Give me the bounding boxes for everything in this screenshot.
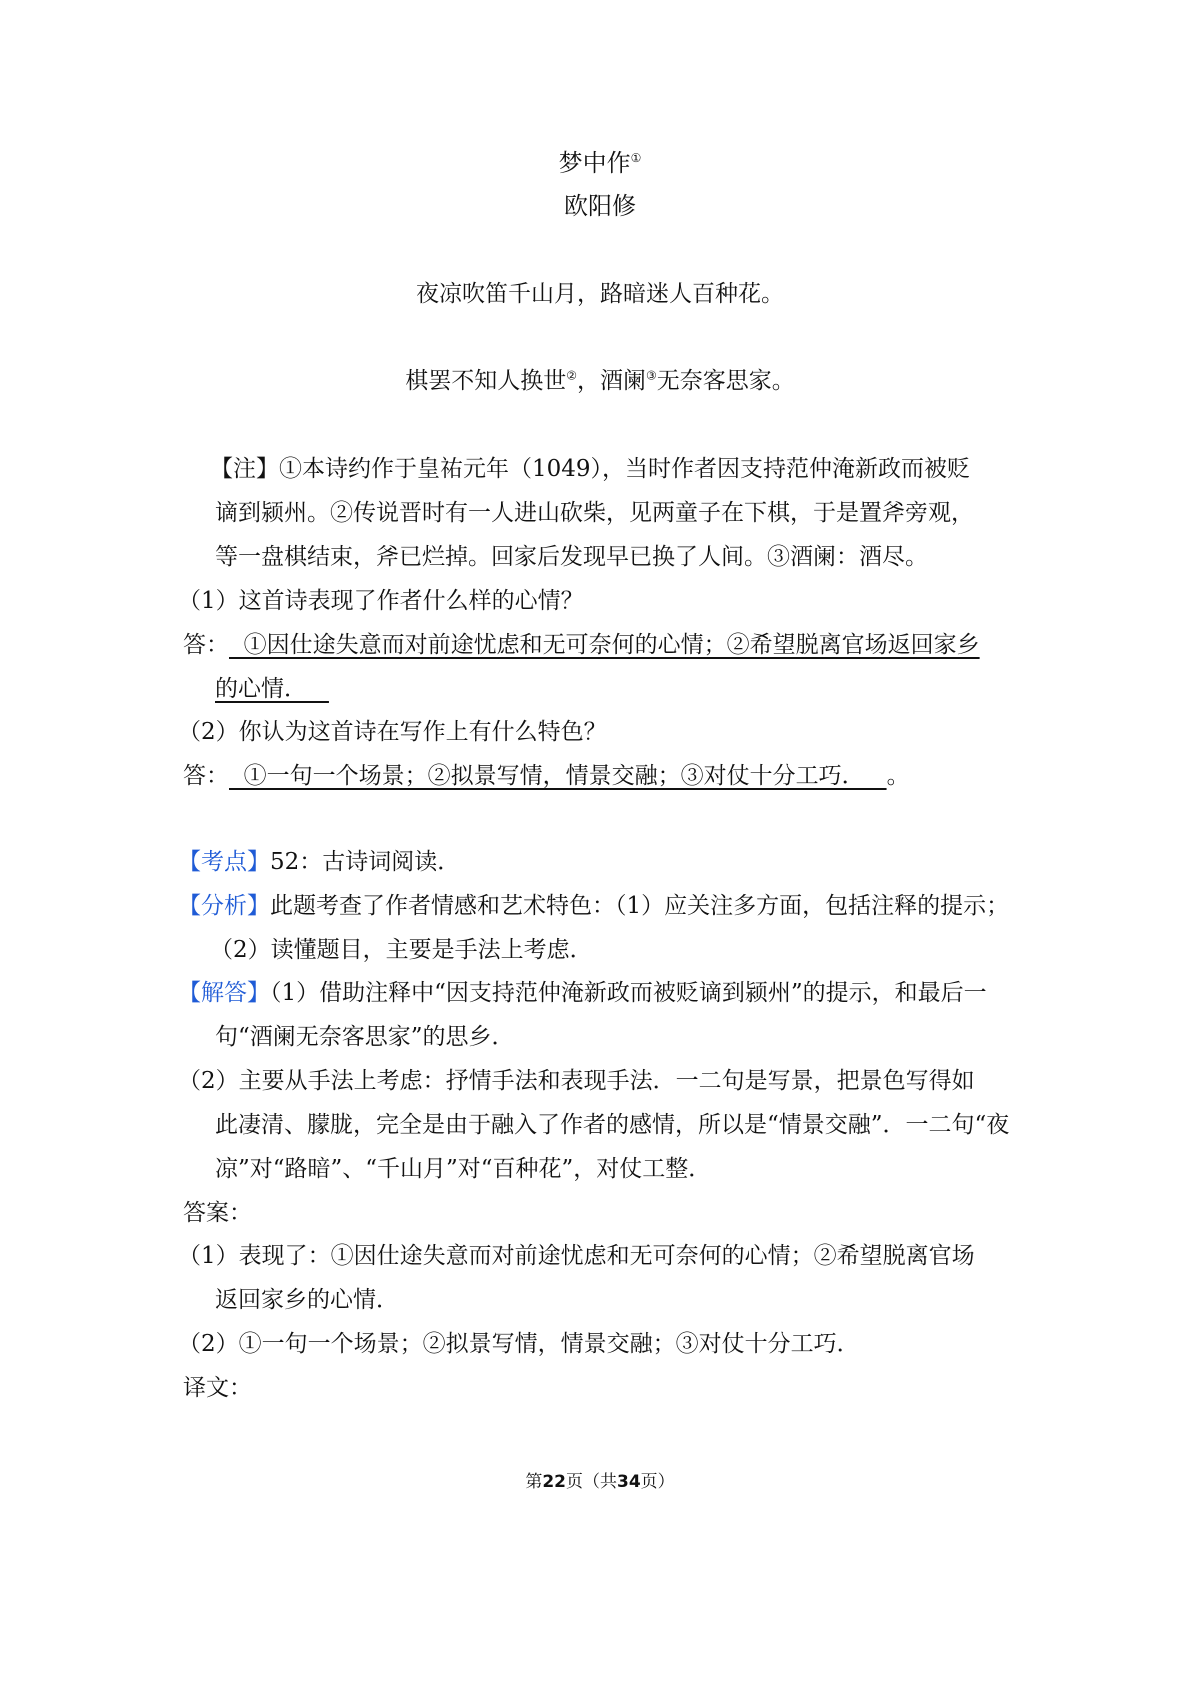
footnote-marker: ③ <box>646 368 657 383</box>
answer-1-line-1: ①因仕途失意而对前途忧虑和无可奈何的心情；②希望脱离官场返回家乡 <box>229 632 980 658</box>
poem-title <box>0 143 1200 178</box>
answer-2-end: 。 <box>886 763 910 789</box>
answer-1-cont <box>215 670 329 703</box>
final-answer-2: （2）①一句一个场景；②拟景写情，情景交融；③对仗十分工巧． <box>178 1331 860 1357</box>
answer-1-line-2: 的心情． <box>215 676 329 702</box>
answer-2 <box>183 757 910 790</box>
page-total: 34 <box>617 1472 641 1492</box>
poem-line-2 <box>0 362 1200 395</box>
answer-2-text: ①一句一个场景；②拟景写情，情景交融；③对仗十分工巧． <box>229 763 887 789</box>
footer-text: 第 <box>525 1472 543 1492</box>
fenxi-line-1: 此题考查了作者情感和艺术特色：（1）应关注多方面，包括注释的提示； <box>270 893 1010 919</box>
poem-line-2-part-c: 无奈客思家。 <box>656 368 795 394</box>
footnote-marker: ② <box>566 368 577 383</box>
question-1: （1）这首诗表现了作者什么样的心情？ <box>178 588 584 614</box>
jieda-line-2: 句“酒阑无奈客思家”的思乡． <box>215 1024 515 1050</box>
page-number: 22 <box>542 1472 566 1492</box>
note-line: 谪到颍州。②传说晋时有一人进山砍柴，见两童子在下棋，于是置斧旁观， <box>215 500 974 526</box>
poem-line-2-part-b: ，酒阑 <box>577 368 646 394</box>
note-line: 等一盘棋结束，斧已烂掉。回家后发现早已换了人间。③酒阑：酒尽。 <box>215 544 928 570</box>
final-answer-1-line-1: （1）表现了：①因仕途失意而对前途忧虑和无可奈何的心情；②希望脱离官场 <box>178 1243 975 1269</box>
note-line: 【注】①本诗约作于皇祐元年（1049），当时作者因支持范仲淹新政而被贬 <box>210 456 971 482</box>
translation-heading: 译文： <box>183 1375 252 1401</box>
poem-line-2-part-a: 棋罢不知人换世 <box>405 368 567 394</box>
answer-label: 答： <box>183 632 229 658</box>
page-footer <box>0 1467 1200 1492</box>
footnote-marker: ① <box>630 151 642 165</box>
jieda-label: 【解答】 <box>178 980 270 1006</box>
poem-author: 欧阳修 <box>564 192 636 220</box>
fenxi-line-2: （2）读懂题目，主要是手法上考虑． <box>210 937 593 963</box>
answer-label: 答： <box>183 763 229 789</box>
jieda-line-3: （2）主要从手法上考虑：抒情手法和表现手法．一二句是写景，把景色写得如 <box>178 1068 975 1094</box>
jieda-line-4: 此凄清、朦胧，完全是由于融入了作者的感情，所以是“情景交融”．一二句“夜 <box>215 1112 1010 1138</box>
footer-text: 页（共 <box>566 1472 617 1492</box>
answer-heading: 答案： <box>183 1200 252 1226</box>
fenxi-label: 【分析】 <box>178 893 270 919</box>
poem-line-1: 夜凉吹笛千山月，路暗迷人百种花。 <box>416 281 784 307</box>
final-answer-1-line-2: 返回家乡的心情． <box>215 1287 399 1313</box>
poem-title-text: 梦中作 <box>558 149 631 177</box>
jieda <box>178 974 987 1007</box>
kaodian-text: 52：古诗词阅读． <box>270 849 461 875</box>
answer-1 <box>183 626 980 659</box>
jieda-line-5: 凉”对“路暗”、“千山月”对“百种花”，对仗工整． <box>215 1156 712 1182</box>
kaodian <box>178 843 460 876</box>
fenxi <box>178 887 1009 920</box>
footer-text: 页） <box>640 1472 675 1492</box>
kaodian-label: 【考点】 <box>178 849 270 875</box>
question-2: （2）你认为这首诗在写作上有什么特色？ <box>178 719 607 745</box>
jieda-line-1: （1）借助注释中“因支持范仲淹新政而被贬谪到颍州”的提示，和最后一 <box>270 980 987 1006</box>
